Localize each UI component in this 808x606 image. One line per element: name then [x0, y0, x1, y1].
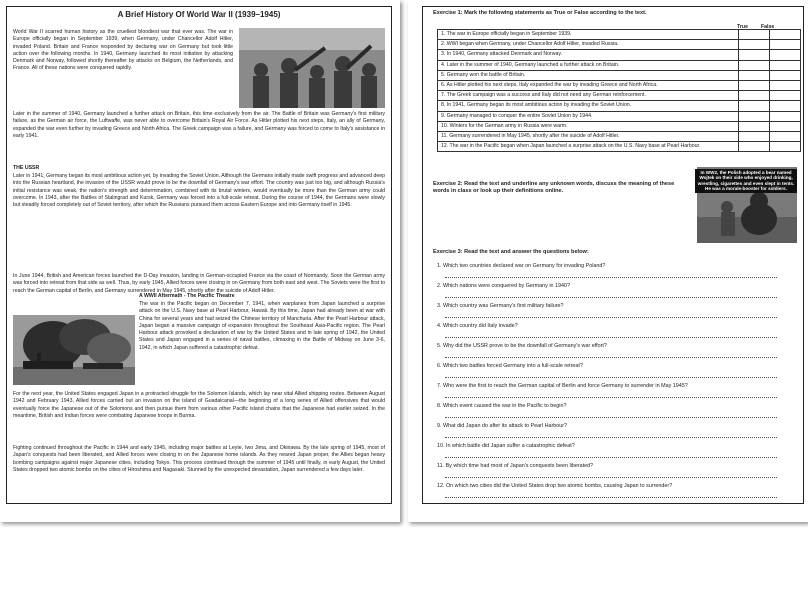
question-item	[437, 423, 777, 438]
solomons-paragraph: For the next year, the United States engaged Japan in a protracted struggle for the Solomon Islands, which lay near vital Allied shipping routes. Between August 1942 and February 1943, Allied forces carried out an invasion on the island of Guadalcanal—the beginning of a long series of Allied offensives that would eventually force the Japanese out of the Solomons and then pursue them from various other Pacific island chains that the Japanese had earlier seized. In the meantime, British and Indian forces were combating Japanese troops in Burma.	[13, 391, 385, 419]
question-item	[437, 323, 777, 338]
true-answer-cell[interactable]	[739, 70, 770, 80]
false-answer-cell[interactable]	[770, 101, 801, 111]
false-answer-cell[interactable]	[770, 30, 801, 40]
question-item	[437, 343, 777, 358]
answer-line[interactable]	[445, 449, 777, 458]
true-answer-cell[interactable]	[739, 111, 770, 121]
statement-text: 1. The war in Europe officially began in September 1939.	[438, 30, 739, 40]
worksheet-page-left	[0, 0, 400, 522]
question-text: 9. What did Japan do after its attack to Pearl Harbour?	[437, 423, 568, 429]
dday-paragraph: In June 1944, British and American forces launched the D-Day invasion, landing in German-occupied France via the coast of Normandy. Soon the German army was forced into retreat from that side as well. Thus, by early 1945, Allied forces were closing in on Germany from both east and west. The Soviets were the first to reach the German capital of Berlin, and Germany surrendered in May 1945, shortly after the suicide of Adolf Hitler.	[13, 273, 385, 294]
true-answer-cell[interactable]	[739, 91, 770, 101]
statement-row	[438, 91, 801, 101]
question-text: 1. Which two countries declared war on Germany for invading Poland?	[437, 263, 606, 269]
question-text: 7. Who were the first to reach the German capital of Berlin and force Germany to surrender in May 1945?	[437, 383, 688, 389]
false-answer-cell[interactable]	[770, 111, 801, 121]
false-answer-cell[interactable]	[770, 80, 801, 90]
question-item	[437, 303, 777, 318]
hitler-rally-photo	[239, 28, 385, 108]
answer-line[interactable]	[445, 489, 777, 498]
true-column-header: True	[737, 24, 748, 30]
statement-row	[438, 40, 801, 50]
surrender-paragraph: Fighting continued throughout the Pacific in 1944 and early 1945, including major battles at Leyte, Iwo Jima, and Okinawa. By the late spring of 1945, most of Japan's conquests had been liberated, and Allied forces were closing in on the Japanese home islands. As they neared Japan proper, the Allies began heavy bombing campaigns against major Japanese cities, including Tokyo. This process continued through the summer of 1945 until finally, in early August, the United States dropped two atomic bombs on the cities of Hiroshima and Nagasaki. Stunned by the unexpected devastation, Japan surrendered a few days later.	[13, 445, 385, 473]
true-answer-cell[interactable]	[739, 50, 770, 60]
exercise2-heading: Exercise 2: Read the text and underline any unknown words, discuss the meaning of these words in class or look up their definitions online.	[433, 181, 675, 194]
statement-row	[438, 70, 801, 80]
statement-row	[438, 111, 801, 121]
false-answer-cell[interactable]	[770, 142, 801, 152]
statement-text: 11. Germany surrendered in May 1945, shortly after the suicide of Adolf Hitler.	[438, 131, 739, 141]
answer-line[interactable]	[445, 389, 777, 398]
question-text: 5. Why did the USSR prove to be the downfall of Germany's war effort?	[437, 343, 607, 349]
statement-text: 10. Winters for the German army in Russia were warm.	[438, 121, 739, 131]
statement-text: 6. As Hitler plotted his next steps, Italy expanded the war by invading Greece and North Africa.	[438, 80, 739, 90]
pacific-heading: A WWII Aftermath - The Pacific Theatre	[139, 293, 235, 299]
false-answer-cell[interactable]	[770, 40, 801, 50]
true-answer-cell[interactable]	[739, 121, 770, 131]
true-answer-cell[interactable]	[739, 60, 770, 70]
statement-text: 4. Later in the summer of 1940, Germany launched a further attack on Britain.	[438, 60, 739, 70]
question-item	[437, 363, 777, 378]
answer-line[interactable]	[445, 309, 777, 318]
statement-row	[438, 80, 801, 90]
true-answer-cell[interactable]	[739, 40, 770, 50]
answer-line[interactable]	[445, 269, 777, 278]
statement-text: 8. In 1941, Germany began its most ambitious action by invading the Soviet Union.	[438, 101, 739, 111]
exercise3-heading: Exercise 3: Read the text and answer the questions below:	[433, 249, 589, 255]
answer-line[interactable]	[445, 349, 777, 358]
false-answer-cell[interactable]	[770, 121, 801, 131]
statement-row	[438, 131, 801, 141]
page-title: A Brief History Of World War II (1939–1945)	[117, 10, 281, 19]
question-item	[437, 403, 777, 418]
question-text: 8. Which event caused the war in the Pacific to begin?	[437, 403, 567, 409]
question-item	[437, 283, 777, 298]
question-text: 10. In which battle did Japan suffer a catastrophic defeat?	[437, 443, 575, 449]
statement-row	[438, 101, 801, 111]
question-text: 12. On which two cities did the United States drop two atomic bombs, causing Japan to surrender?	[437, 483, 673, 489]
answer-line[interactable]	[445, 469, 777, 478]
pearl-harbour-photo	[13, 315, 135, 385]
ussr-heading: THE USSR	[13, 165, 40, 171]
question-item	[437, 443, 777, 458]
question-text: 3. Which country was Germany's first military failure?	[437, 303, 564, 309]
question-item	[437, 483, 777, 498]
statement-text: 3. In 1940, Germany attacked Denmark and Norway.	[438, 50, 739, 60]
true-answer-cell[interactable]	[739, 30, 770, 40]
question-text: 4. Which country did Italy invade?	[437, 323, 518, 329]
true-false-table	[437, 29, 801, 152]
false-answer-cell[interactable]	[770, 60, 801, 70]
pacific-paragraph: The war in the Pacific began on December 7, 1941, when warplanes from Japan launched a surprise attack on the U.S. Navy base at Pearl Harbour, Hawaii. By this time, Japan had already been at war with China for several years and had seized the Chinese territory of Manchuria. After the Pearl Harbour attack, Japan began a massive campaign of expansion throughout the Southeast Asia-Pacific region. The Pearl Harbour attack provoked a declaration of war by the United States and in late spring of 1942, the United States and Japan engaged in a series of naval battles, climaxing in the Battle of Midway on June 3-6, 1942, in which Japan suffered a catastrophic defeat.	[139, 301, 385, 351]
answer-line[interactable]	[445, 409, 777, 418]
answer-line[interactable]	[445, 289, 777, 298]
question-item	[437, 463, 777, 478]
answer-line[interactable]	[445, 369, 777, 378]
true-answer-cell[interactable]	[739, 142, 770, 152]
exercise1-heading: Exercise 1: Mark the following statements as True or False according to the text.	[433, 10, 647, 16]
statement-text: 5. Germany won the battle of Britain.	[438, 70, 739, 80]
false-answer-cell[interactable]	[770, 131, 801, 141]
britain-paragraph: Later in the summer of 1940, Germany launched a further attack on Britain, this time exclusively from the air. The Battle of Britain was Germany's first military failure, as the German air force, the Luftwaffe, was never able to overcome Britain's Royal Air Force. As Hitler plotted his next steps, Italy, an ally of Germany, expanded the war even further by invading Greece and North Africa. The Greek campaign was a failure, and Germany was forced to come to Italy's assistance in early 1941.	[13, 111, 385, 139]
true-answer-cell[interactable]	[739, 131, 770, 141]
statement-row	[438, 30, 801, 40]
false-answer-cell[interactable]	[770, 91, 801, 101]
page-border	[6, 6, 392, 504]
answer-line[interactable]	[445, 329, 777, 338]
question-item	[437, 383, 777, 398]
statement-row	[438, 142, 801, 152]
answer-line[interactable]	[445, 429, 777, 438]
statement-text: 7. The Greek campaign was a success and Italy did not need any German reinforcement.	[438, 91, 739, 101]
bear-photo-caption: In WW2, the Polish adopted a bear named Wojtek on their side who enjoyed drinking, wrestling, cigarettes and even slept in tents. He was a morale-booster for soldiers.	[695, 169, 797, 193]
statement-text: 12. The war in the Pacific began when Japan launched a surprise attack on the U.S. Navy base at Pearl Harbour.	[438, 142, 739, 152]
statement-row	[438, 60, 801, 70]
ussr-paragraph: Later in 1941, Germany began its most ambitious action yet, by invading the Soviet Union. Although the Germans initially made swift progress and advanced deep into the Russian heartland, the invasion of the USSR would prove to be the downfall of Germany's war effort. The country was just too big, and although Russia's initial resistance was weak, the nation's strength and determination, combined with its brutal winters, would eventually be more than the German army could overcome. In 1943, after the Battles of Stalingrad and Kursk, Germany was forced into a full-scale retreat. During the course of 1944, the Germans were slowly but steadily forced completely out of Soviet territory, after which the Russians pursued them across Eastern Europe and into Germany itself in 1945.	[13, 173, 385, 209]
true-answer-cell[interactable]	[739, 80, 770, 90]
true-answer-cell[interactable]	[739, 101, 770, 111]
false-column-header: False	[761, 24, 775, 30]
statement-text: 9. Germany managed to conquer the entire Soviet Union by 1944.	[438, 111, 739, 121]
question-item	[437, 263, 777, 278]
statement-row	[438, 50, 801, 60]
question-text: 11. By which time had most of Japan's conquests been liberated?	[437, 463, 594, 469]
worksheet-page-right	[408, 0, 808, 522]
question-text: 2. Which nations were conquered by Germany in 1940?	[437, 283, 571, 289]
statement-row	[438, 121, 801, 131]
page-border	[422, 6, 804, 504]
intro-paragraph: World War II scarred human history as the cruellest bloodiest war that ever was. The war in Europe officially began in September 1939, when Germany, under Chancellor Adolf Hitler, invaded Poland. Britain and France responded by declaring war on Germany but took little action over the following months. In 1940, Germany launched its most initiative by attacking Denmark and Norway, followed shortly thereafter by attacks on Belgium, the Netherlands, and France. All of these nations were conquered rapidly.	[13, 29, 233, 72]
question-text: 6. Which two battles forced Germany into a full-scale retreat?	[437, 363, 583, 369]
statement-text: 2. WWI began when Germany, under Chancellor Adolf Hitler, invaded Russia.	[438, 40, 739, 50]
false-answer-cell[interactable]	[770, 70, 801, 80]
false-answer-cell[interactable]	[770, 50, 801, 60]
